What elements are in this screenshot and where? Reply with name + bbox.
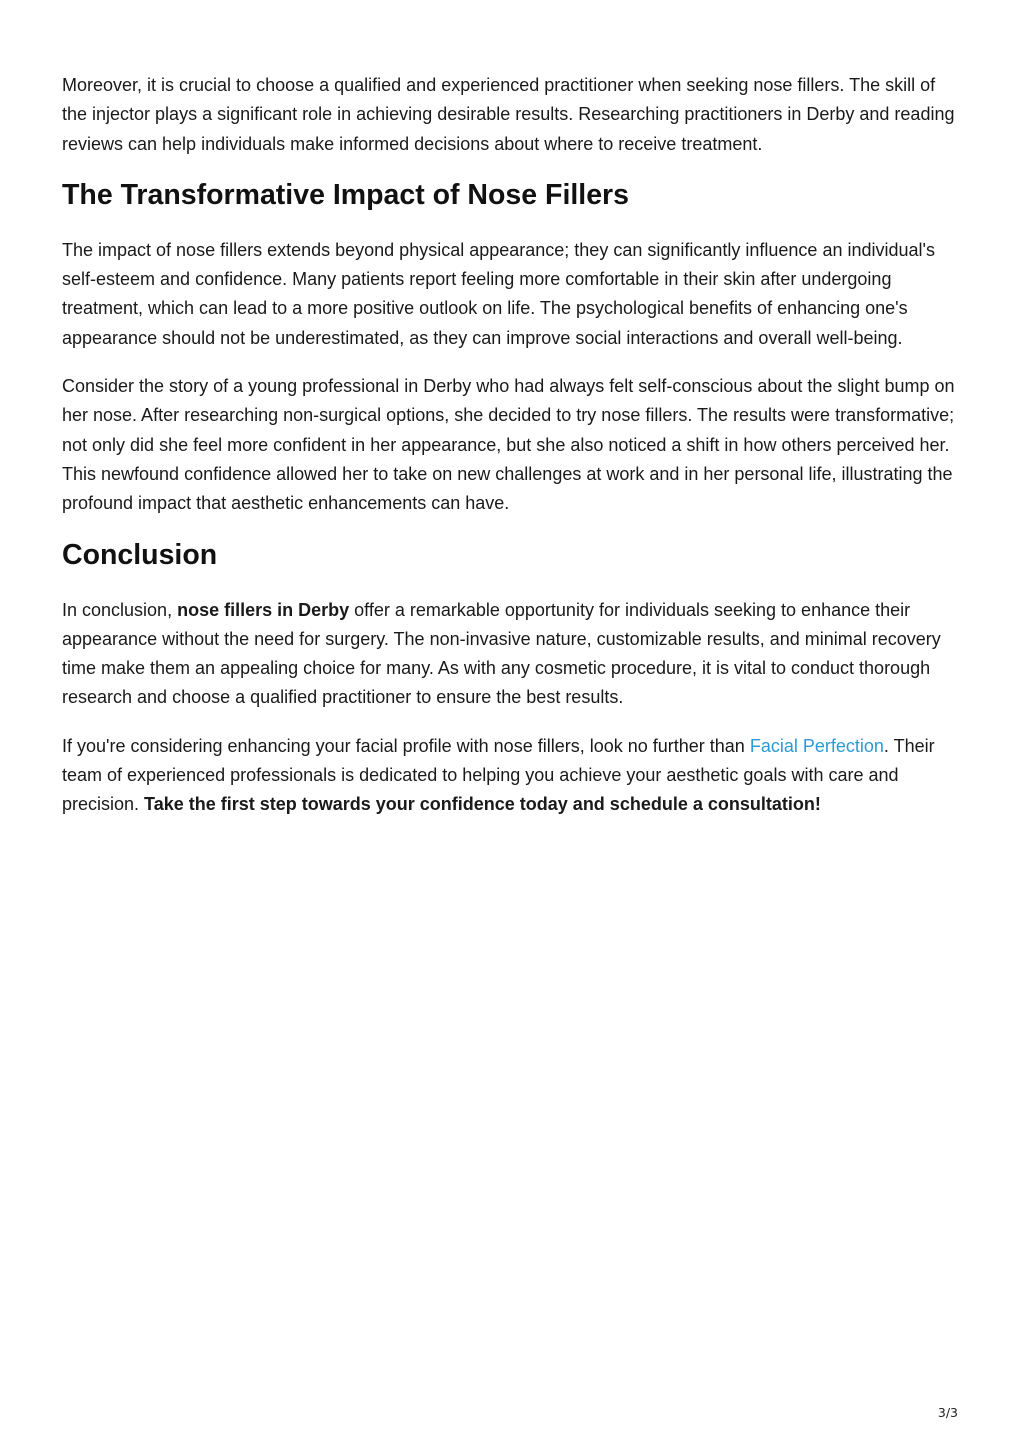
document-page (62, 71, 962, 839)
conclusion-p2-body-text: . Their team of experienced professionals is dedicated to helping you achieve your aesthetic goals with care and precision. (62, 735, 935, 815)
impact-heading: The Transformative Impact of Nose Fillers (62, 178, 629, 211)
impact-paragraph-1: The impact of nose fillers extends beyond physical appearance; they can significantly influence an individual's self-esteem and confidence. Many patients report feeling more comfortable in their skin after undergoing treatment, which can lead to a more positive outlook on life. The psychological benefits of enhancing one's appearance should not be underestimated, as they can improve social interactions and overall well-being. (62, 239, 935, 348)
conclusion-paragraph-1 (62, 596, 962, 713)
conclusion-p1-lead-text: In conclusion, (62, 599, 178, 620)
conclusion-paragraph-2 (62, 732, 962, 820)
impact-paragraph-2: Consider the story of a young professional in Derby who had always felt self-conscious about the slight bump on her nose. After researching non-surgical options, she decided to try nose fillers. The results were transformative; not only did she feel more confident in her appearance, but she also noticed a shift in how others perceived her. This newfound confidence allowed her to take on new challenges at work and in her personal life, illustrating the profound impact that aesthetic enhancements can have. (62, 376, 955, 514)
conclusion-heading: Conclusion (62, 538, 218, 571)
conclusion-p2-lead-text: If you're considering enhancing your facial profile with nose fillers, look no further than (62, 735, 750, 756)
page-number: 3/3 (937, 1405, 958, 1420)
call-to-action-text: Take the first step towards your confidence today and schedule a consultation! (144, 794, 821, 815)
conclusion-p1-body-text: offer a remarkable opportunity for individuals seeking to enhance their appearance without the need for surgery. The non-invasive nature, customizable results, and minimal recovery time make them an appealing choice for many. As with any cosmetic procedure, it is vital to conduct thorough research and choose a qualified practitioner to ensure the best results. (62, 599, 941, 708)
nose-fillers-derby-emphasis: nose fillers in Derby (177, 599, 350, 620)
facial-perfection-link[interactable]: Facial Perfection (749, 735, 884, 756)
intro-paragraph: Moreover, it is crucial to choose a qualified and experienced practitioner when seeking nose fillers. The skill of the injector plays a significant role in achieving desirable results. Researching practitioners in Derby and reading reviews can help individuals make informed decisions about where to receive treatment. (62, 75, 955, 154)
